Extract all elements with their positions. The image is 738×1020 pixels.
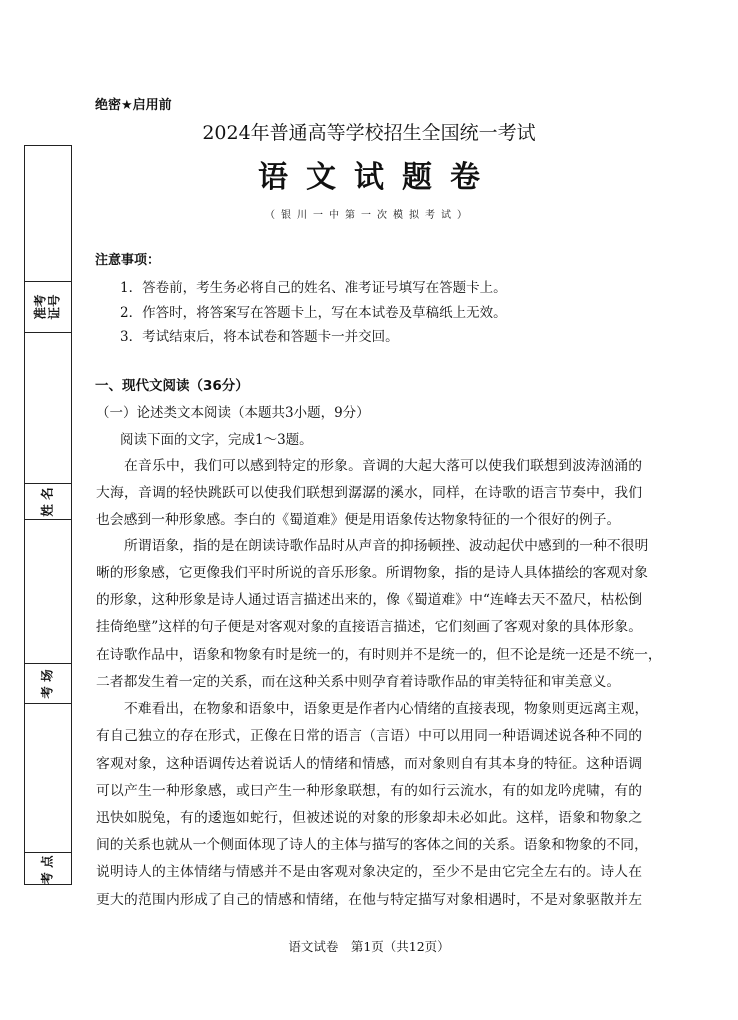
- candidate-info-sidebar: [24, 145, 72, 885]
- exam-subtitle: （银川一中第一次模拟考试）: [265, 210, 473, 221]
- passage-line: 不难看出，在物象和语象中，语象更是作者内心情绪的直接表现，物象则更远离主观，: [124, 701, 649, 717]
- subsection-heading: （一）论述类文本阅读（本题共3小题，9分）: [96, 405, 370, 421]
- field-label: 准考 证号: [32, 294, 62, 320]
- field-exam-room: [25, 663, 71, 704]
- exam-title: 2024年普通高等学校招生全国统一考试: [202, 122, 536, 144]
- passage-line: 在诗歌作品中，语象和物象有时是统一的，有时则并不是统一的，但不论是统一还是不统一，: [96, 647, 662, 663]
- notice-item: 3．考试结束后，将本试卷和答题卡一并交回。: [120, 329, 399, 345]
- passage-line: 挂倚绝壁”这样的句子便是对客观对象的直接语言描述，它们刻画了客观对象的具体形象。: [96, 619, 642, 635]
- field-label: 考 场: [39, 668, 55, 699]
- field-admission-number: [25, 281, 71, 333]
- reading-instruction: 阅读下面的文字，完成1～3题。: [120, 432, 313, 448]
- field-label: 姓 名: [39, 486, 55, 517]
- passage-line: 间的关系也就从一个侧面体现了诗人的主体与描写的客体之间的关系。语象和物象的不同，: [96, 837, 648, 853]
- notice-heading: 注意事项：: [95, 253, 161, 268]
- passage-line: 客观对象，这种语调传达着说话人的情绪和情感，而对象则自有其本身的特征。这种语调: [96, 756, 642, 772]
- confidential-mark: 绝密★启用前: [95, 98, 172, 113]
- passage-line: 大海，音调的轻快跳跃可以使我们联想到潺潺的溪水，同样，在诗歌的语言节奏中，我们: [96, 485, 642, 501]
- field-exam-site: [25, 852, 71, 886]
- passage-line: 可以产生一种形象感，或曰产生一种形象联想，有的如行云流水，有的如龙吟虎啸，有的: [96, 783, 642, 799]
- page-footer: 语文试卷 第1页（共12页）: [288, 939, 450, 954]
- field-name: [25, 483, 71, 520]
- passage-line: 说明诗人的主体情绪与情感并不是由客观对象决定的，至少不是由它完全左右的。诗人在: [96, 864, 642, 880]
- passage-line: 迅快如脱兔，有的逶迤如蛇行，但被述说的对象的形象却未必如此。这样，语象和物象之: [96, 810, 642, 826]
- passage-line: 所谓语象，指的是在朗读诗歌作品时从声音的抑扬顿挫、波动起伏中感到的一种不很明: [124, 538, 649, 554]
- section-heading: 一、现代文阅读（36分）: [95, 378, 249, 394]
- notice-item: 2．作答时，将答案写在答题卡上，写在本试卷及草稿纸上无效。: [120, 305, 507, 321]
- subject-title: 语文试题卷: [258, 160, 498, 195]
- passage-line: 有自己独立的存在形式，正像在日常的语言（言语）中可以用同一种语调述说各种不同的: [96, 728, 642, 744]
- passage-line: 的形象，这种形象是诗人通过语言描述出来的，像《蜀道难》中“连峰去天不盈尺，枯松倒: [96, 592, 642, 608]
- passage-line: 更大的范围内形成了自己的情感和情绪，在他与特定描写对象相遇时，不是对象驱散并左: [96, 892, 642, 908]
- passage-line: 晰的形象感，它更像我们平时所说的音乐形象。所谓物象，指的是诗人具体描绘的客观对象: [96, 565, 648, 581]
- field-label: 考 点: [39, 854, 55, 885]
- passage-line: 二者都发生着一定的关系，而在这种关系中则孕育着诗歌作品的审美特征和审美意义。: [96, 674, 621, 690]
- notice-item: 1．答卷前，考生务必将自己的姓名、准考证号填写在答题卡上。: [120, 280, 507, 296]
- passage-line: 在音乐中，我们可以感到特定的形象。音调的大起大落可以使我们联想到波涛汹涌的: [124, 458, 642, 474]
- passage-line: 也会感到一种形象感。李白的《蜀道难》便是用语象传达物象特征的一个很好的例子。: [96, 512, 621, 528]
